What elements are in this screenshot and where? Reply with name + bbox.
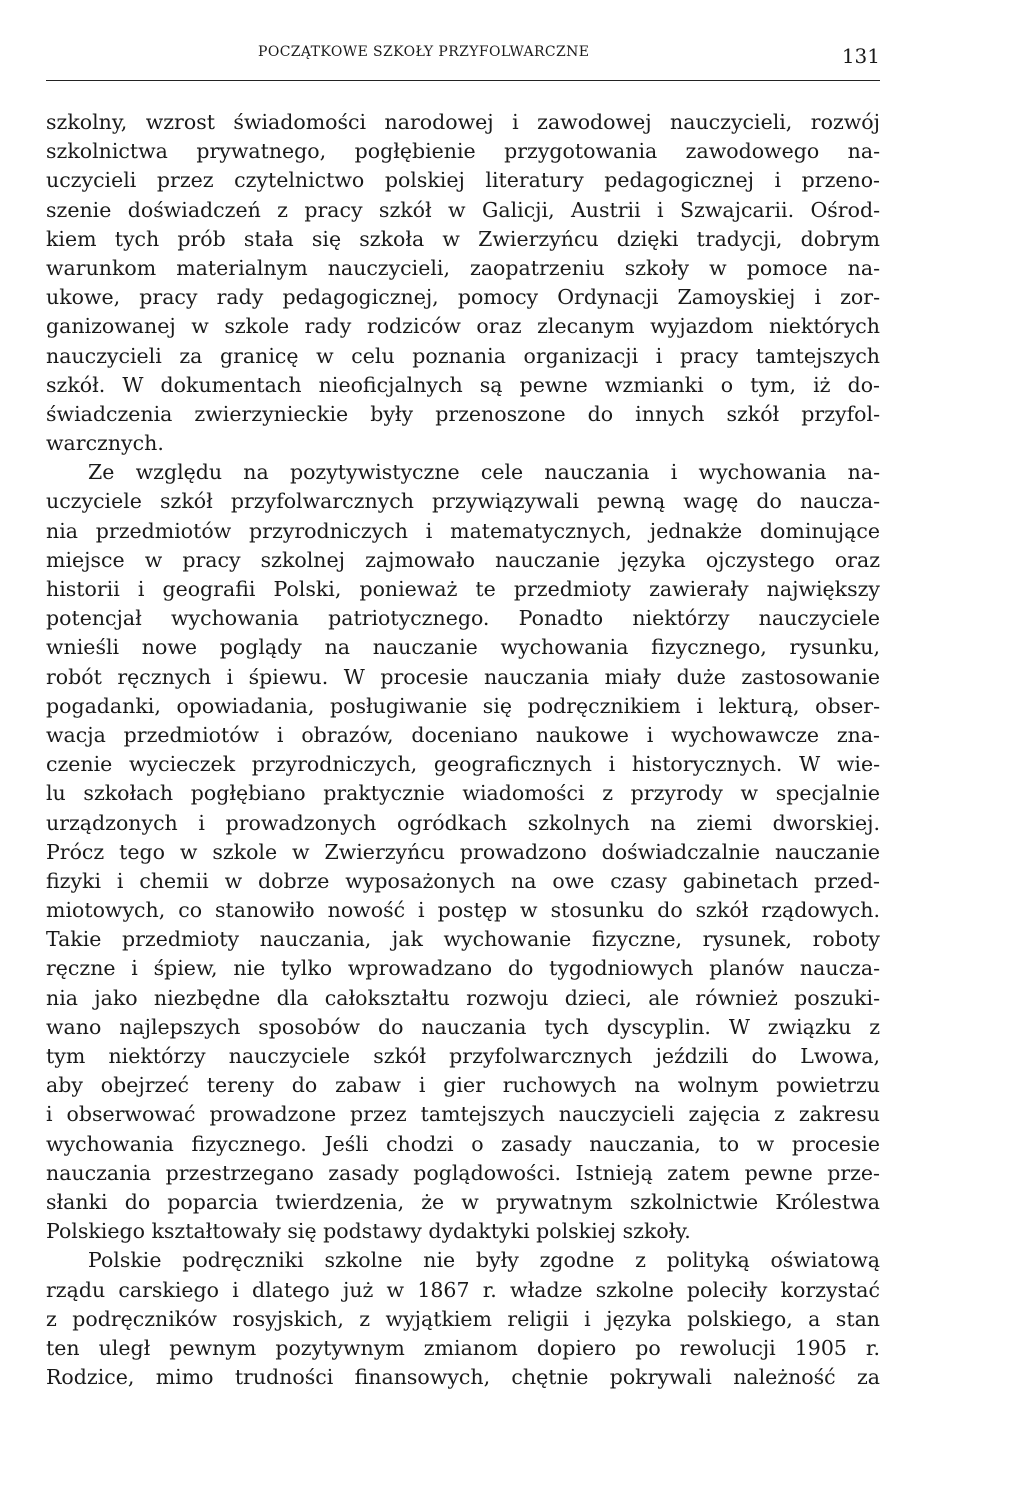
text-line: szkolnictwa prywatnego, pogłębienie przygotowania zawodowego na- [46, 139, 880, 164]
text-line: pogadanki, opowiadania, posługiwanie się podręcznikiem i lekturą, obser- [46, 693, 880, 718]
text-line: uczycieli przez czytelnictwo polskiej literatury pedagogicznej i przeno- [46, 168, 880, 193]
text-line: Rodzice, mimo trudności finansowych, chętnie pokrywali należność za [46, 1365, 880, 1390]
paragraph-first-line: Polskie podręczniki szkolne nie były zgodne z polityką oświatową [88, 1248, 880, 1273]
text-line: wychowania fizycznego. Jeśli chodzi o zasady nauczania, to w procesie [46, 1131, 880, 1156]
text-line: nauczycieli za granicę w celu poznania organizacji i pracy tamtejszych [46, 343, 880, 368]
text-line: Polskiego kształtowały się podstawy dydaktyki polskiej szkoły. [46, 1219, 691, 1244]
text-line: ukowe, pracy rady pedagogicznej, pomocy Ordynacji Zamoyskiej i zor- [46, 285, 880, 310]
text-line: ręczne i śpiew, nie tylko wprowadzano do tygodniowych planów naucza- [46, 956, 880, 981]
text-line: nauczania przestrzegano zasady poglądowości. Istnieją zatem pewne prze- [46, 1160, 880, 1185]
text-line: historii i geografii Polski, ponieważ te przedmioty zawierały największy [46, 577, 880, 601]
text-line: tym niektórzy nauczyciele szkół przyfolwarcznych jeździli do Lwowa, [46, 1044, 880, 1068]
text-line: miejsce w pracy szkolnej zajmowało nauczanie języka ojczystego oraz [46, 547, 880, 572]
text-line: szenie doświadczeń z pracy szkół w Galicji, Austrii i Szwajcarii. Ośrod- [46, 197, 880, 222]
text-line: lu szkołach pogłębiano praktycznie wiadomości z przyrody w specjalnie [46, 781, 880, 806]
text-line: aby obejrzeć tereny do zabaw i gier ruchowych na wolnym powietrzu [46, 1073, 880, 1098]
text-line: miotowych, co stanowiło nowość i postęp w stosunku do szkół rządowych. [46, 898, 880, 923]
text-line: słanki do poparcia twierdzenia, że w prywatnym szkolnictwie Królestwa [46, 1189, 880, 1214]
text-line: Takie przedmioty nauczania, jak wychowanie fizyczne, rysunek, roboty [46, 927, 880, 952]
text-line: wacja przedmiotów i obrazów, doceniano naukowe i wychowawcze zna- [46, 722, 880, 747]
text-line: ganizowanej w szkole rady rodziców oraz zlecanym wyjazdom niektórych [46, 314, 880, 339]
page-header [46, 44, 880, 81]
text-line: z podręczników rosyjskich, z wyjątkiem religii i języka polskiego, a stan [46, 1306, 880, 1331]
text-line: warcznych. [46, 431, 164, 456]
body-text [46, 108, 880, 1392]
running-head: POCZĄTKOWE SZKOŁY PRZYFOLWARCZNE [258, 44, 590, 60]
text-line: Prócz tego w szkole w Zwierzyńcu prowadzono doświadczalnie nauczanie [46, 839, 880, 864]
text-line: warunkom materialnym nauczycieli, zaopatrzeniu szkoły w pomoce na- [46, 255, 880, 280]
text-line: nia jako niezbędne dla całokształtu rozwoju dzieci, ale również poszuki- [46, 985, 880, 1010]
page-number: 131 [841, 44, 880, 68]
text-line: i obserwować prowadzone przez tamtejszych nauczycieli zajęcia z zakresu [46, 1102, 880, 1127]
text-line: rządu carskiego i dlatego już w 1867 r. władze szkolne poleciły korzystać [46, 1277, 880, 1302]
text-line: robót ręcznych i śpiewu. W procesie nauczania miały duże zastosowanie [46, 664, 880, 689]
text-line: nia przedmiotów przyrodniczych i matematycznych, jednakże dominujące [46, 518, 880, 543]
text-line: ten uległ pewnym pozytywnym zmianom dopiero po rewolucji 1905 r. [46, 1335, 880, 1360]
text-line: fizyki i chemii w dobrze wyposażonych na owe czasy gabinetach przed- [46, 868, 880, 893]
book-page [46, 0, 880, 1509]
text-line: wano najlepszych sposobów do nauczania tych dyscyplin. W związku z [46, 1014, 880, 1039]
text-line: urządzonych i prowadzonych ogródkach szkolnych na ziemi dworskiej. [46, 810, 880, 835]
text-line: szkół. W dokumentach nieoficjalnych są pewne wzmianki o tym, iż do- [46, 372, 880, 397]
text-line: kiem tych prób stała się szkoła w Zwierzyńcu dzięki tradycji, dobrym [46, 226, 880, 251]
text-line: świadczenia zwierzynieckie były przenoszone do innych szkół przyfol- [46, 401, 880, 426]
text-line: potencjał wychowania patriotycznego. Ponadto niektórzy nauczyciele [46, 606, 880, 631]
paragraph-first-line: Ze względu na pozytywistyczne cele nauczania i wychowania na- [88, 460, 880, 485]
text-line: uczyciele szkół przyfolwarcznych przywiązywali pewną wagę do naucza- [46, 489, 880, 514]
text-line: szkolny, wzrost świadomości narodowej i zawodowej nauczycieli, rozwój [46, 110, 880, 134]
text-line: czenie wycieczek przyrodniczych, geograficznych i historycznych. W wie- [46, 752, 880, 777]
text-line: wnieśli nowe poglądy na nauczanie wychowania fizycznego, rysunku, [46, 635, 880, 660]
